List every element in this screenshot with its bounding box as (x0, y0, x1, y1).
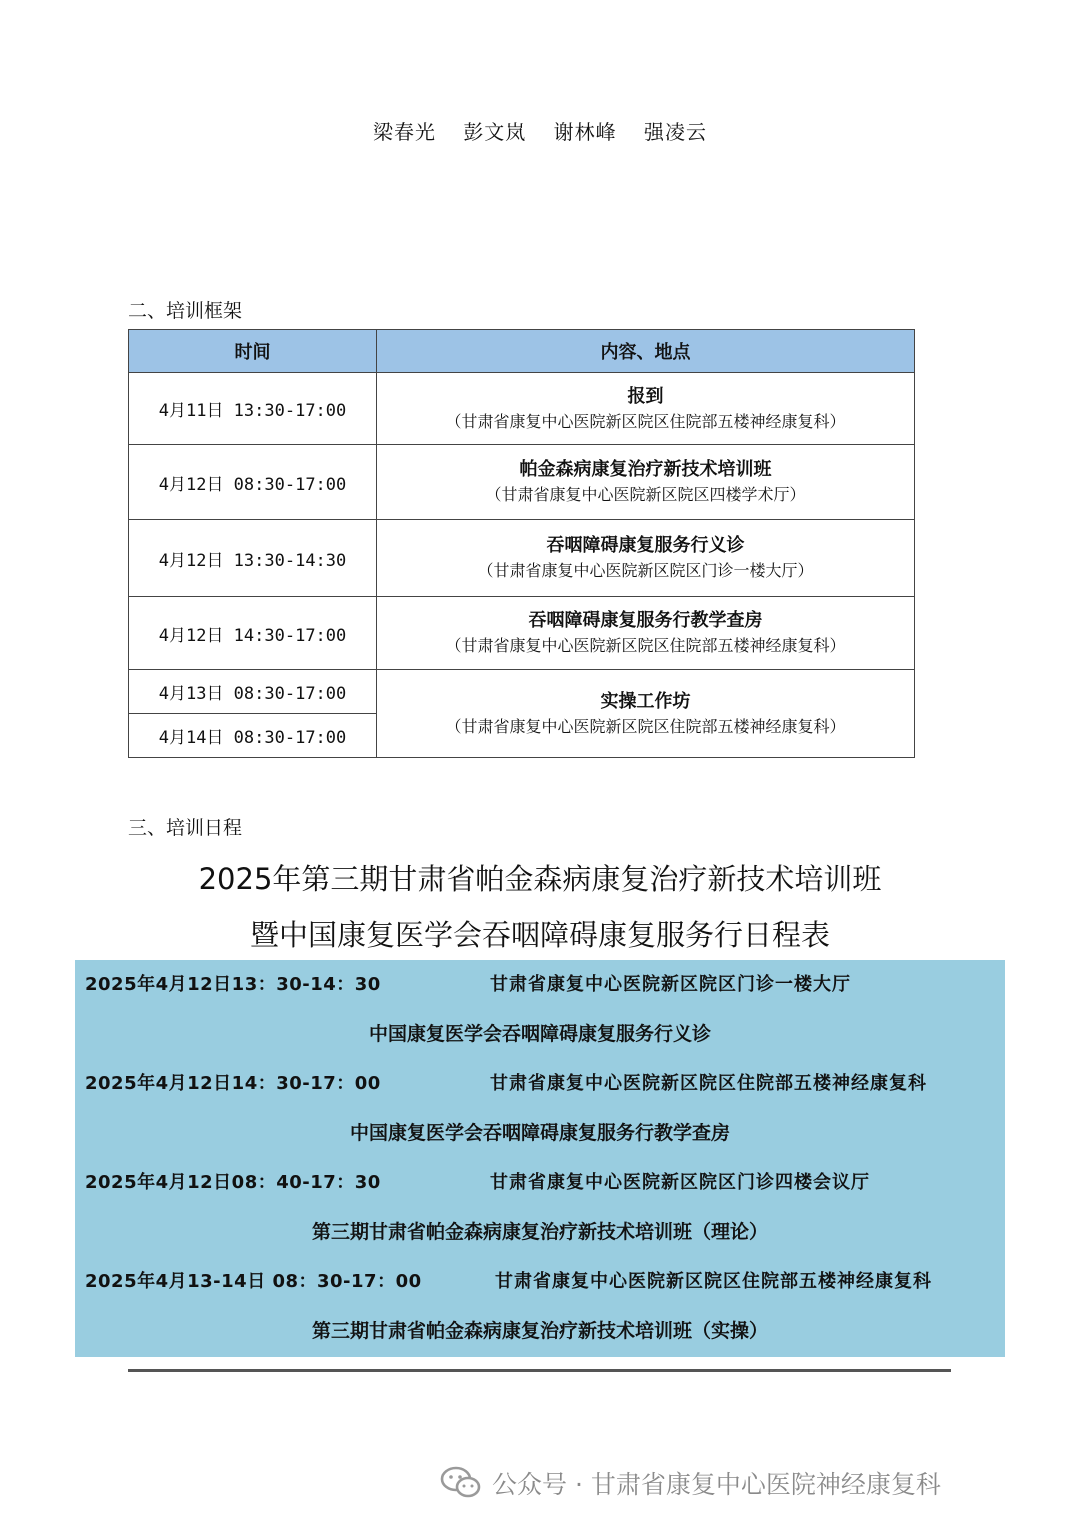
table-row (129, 520, 915, 597)
time-cell: 4月13日 08:30-17:00 (129, 670, 377, 714)
schedule-event: 中国康复医学会吞咽障碍康复服务行教学查房 (349, 1122, 730, 1144)
schedule-item-header (75, 1168, 1005, 1194)
schedule-item-header (75, 1069, 1005, 1095)
wechat-icon (440, 1465, 482, 1501)
content-title: 吞咽障碍康复服务行义诊 (546, 535, 745, 556)
schedule-datetime: 2025年4月12日13：30-14：30 (85, 974, 381, 995)
content-location: （甘肃省康复中心医院新区院区住院部五楼神经康复科） (445, 411, 846, 431)
table-row (129, 597, 915, 670)
content-cell (377, 445, 915, 520)
footer-watermark (440, 1463, 941, 1503)
schedule-place: 甘肃省康复中心医院新区院区门诊四楼会议厅 (490, 1172, 870, 1193)
content-cell (377, 597, 915, 670)
content-cell (377, 373, 915, 445)
content-location: （甘肃省康复中心医院新区院区四楼学术厅） (485, 485, 806, 504)
schedule-event: 第三期甘肃省帕金森病康复治疗新技术培训班（理论） (311, 1221, 768, 1243)
content-cell (377, 670, 915, 758)
footer-text: 公众号 · 甘肃省康复中心医院神经康复科 (492, 1470, 941, 1499)
column-header-time: 时间 (129, 330, 377, 373)
content-title: 帕金森病康复治疗新技术培训班 (519, 459, 772, 480)
schedule-datetime: 2025年4月13-14日 08：30-17：00 (85, 1271, 422, 1292)
content-title: 报到 (627, 385, 664, 407)
section-heading-framework: 二、培训框架 (128, 300, 243, 322)
schedule-box (75, 960, 1005, 1357)
schedule-datetime: 2025年4月12日08：40-17：30 (85, 1172, 381, 1193)
column-header-content: 内容、地点 (377, 330, 915, 373)
content-location: （甘肃省康复中心医院新区院区住院部五楼神经康复科） (445, 636, 846, 655)
time-cell: 4月12日 08:30-17:00 (129, 445, 377, 520)
schedule-place: 甘肃省康复中心医院新区院区门诊一楼大厅 (490, 974, 851, 995)
section-heading-schedule: 三、培训日程 (128, 817, 243, 839)
schedule-place: 甘肃省康复中心医院新区院区住院部五楼神经康复科 (495, 1271, 932, 1292)
content-title: 实操工作坊 (600, 690, 691, 712)
author-name: 谢林峰 (553, 120, 617, 144)
schedule-event: 第三期甘肃省帕金森病康复治疗新技术培训班（实操） (311, 1320, 768, 1342)
table-row (129, 670, 915, 714)
author-name: 梁春光 (372, 120, 436, 144)
schedule-place: 甘肃省康复中心医院新区院区住院部五楼神经康复科 (490, 1073, 927, 1094)
time-cell: 4月12日 14:30-17:00 (129, 597, 377, 670)
content-title: 吞咽障碍康复服务行教学查房 (528, 610, 763, 631)
content-location: （甘肃省康复中心医院新区院区住院部五楼神经康复科） (445, 716, 846, 736)
time-cell: 4月11日 13:30-17:00 (129, 373, 377, 445)
training-framework-table (128, 329, 915, 758)
author-name: 强凌云 (644, 120, 708, 144)
table-row (129, 445, 915, 520)
schedule-item-header (75, 970, 1005, 996)
table-header-row (129, 330, 915, 373)
time-cell: 4月14日 08:30-17:00 (129, 714, 377, 758)
content-location: （甘肃省康复中心医院新区院区门诊一楼大厅） (477, 561, 814, 580)
schedule-datetime: 2025年4月12日14：30-17：00 (85, 1073, 381, 1094)
content-cell (377, 520, 915, 597)
schedule-item-header (75, 1267, 1005, 1293)
schedule-title-line2: 暨中国康复医学会吞咽障碍康复服务行日程表 (249, 918, 830, 952)
time-cell: 4月12日 13:30-14:30 (129, 520, 377, 597)
table-row (129, 373, 915, 445)
author-name: 彭文岚 (463, 120, 527, 144)
divider-line (128, 1369, 951, 1372)
author-names (0, 116, 1080, 145)
schedule-event: 中国康复医学会吞咽障碍康复服务行义诊 (368, 1023, 711, 1045)
schedule-title-line1: 2025年第三期甘肃省帕金森病康复治疗新技术培训班 (198, 862, 882, 896)
